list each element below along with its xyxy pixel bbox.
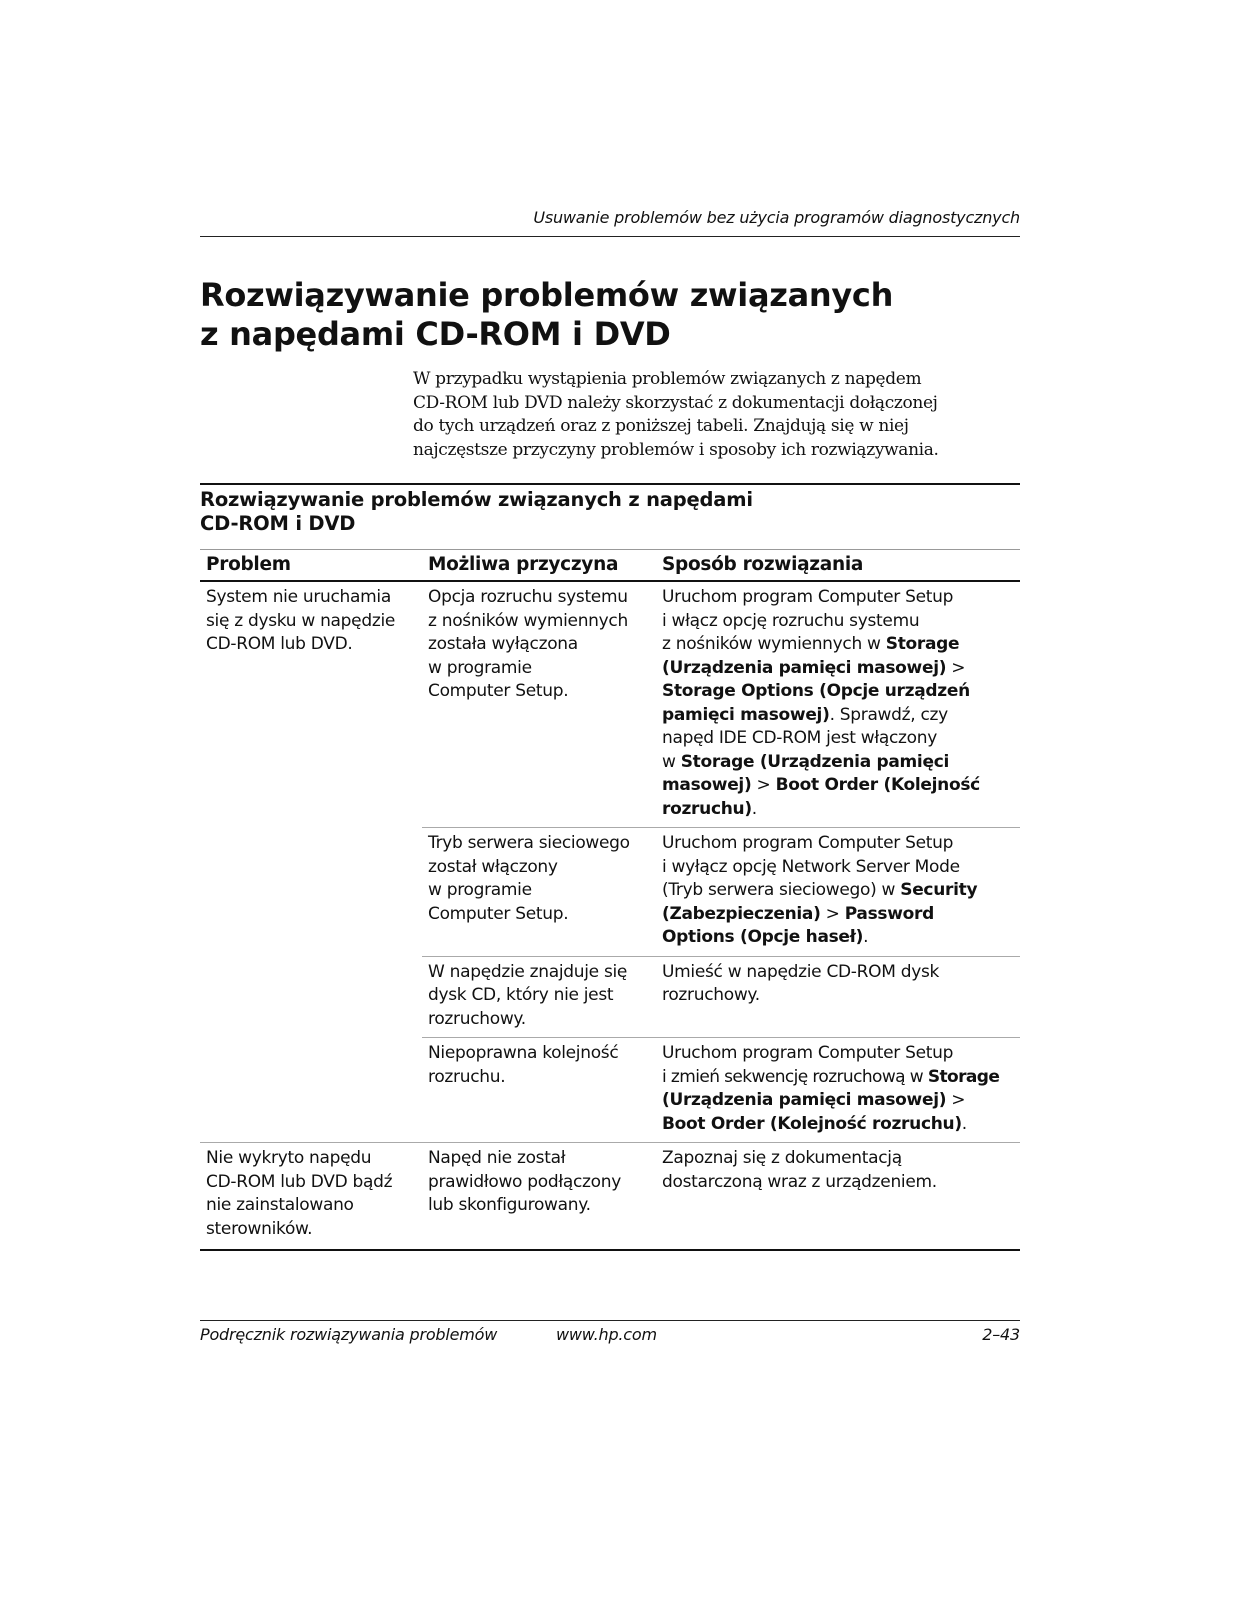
menu-path-text: Storage (Urządzenia pamięci <box>680 751 949 772</box>
table-top-rule <box>200 483 1020 485</box>
cell-line: lub skonfigurowany. <box>428 1195 591 1215</box>
intro-paragraph <box>413 368 1020 462</box>
column-header-solution: Sposób rozwiązania <box>656 550 1020 582</box>
text-run: > <box>946 1090 966 1110</box>
table-header-row <box>200 550 1020 582</box>
cell-line <box>662 704 1016 728</box>
text-run: . Sprawdź, czy <box>829 704 948 725</box>
text-run: w <box>662 751 681 772</box>
column-header-cause: Możliwa przyczyna <box>422 550 656 582</box>
cell-line: napęd IDE CD-ROM jest włączony <box>662 728 938 748</box>
column-header-problem: Problem <box>200 550 422 582</box>
running-header: Usuwanie problemów bez użycia programów diagnostycznych <box>533 208 1020 227</box>
cell-line: i wyłącz opcję Network Server Mode <box>662 856 960 877</box>
cell-line <box>662 798 1016 822</box>
table-caption <box>200 488 1020 536</box>
cell-line <box>662 1089 1016 1113</box>
cell-line: Niepoprawna kolejność <box>428 1043 619 1063</box>
header-rule <box>200 236 1020 237</box>
cell-line <box>662 1066 1016 1090</box>
menu-path-text: pamięci masowej) <box>662 704 830 725</box>
solution-cell <box>656 581 1020 828</box>
menu-path-text: Storage <box>927 1066 1000 1087</box>
intro-line: W przypadku wystąpienia problemów związanych z napędem <box>413 369 922 389</box>
text-run: . <box>961 1113 967 1134</box>
footer-url: www.hp.com <box>556 1325 657 1344</box>
menu-path-text: Boot Order (Kolejność rozruchu) <box>662 1113 962 1134</box>
cell-line <box>662 1113 1016 1137</box>
table-row <box>200 581 1020 828</box>
cell-line: dysk CD, który nie jest <box>428 985 614 1005</box>
cell-line: Napęd nie został <box>428 1148 566 1168</box>
menu-path-text: Storage <box>885 634 960 654</box>
menu-path-text: masowej) <box>662 775 752 795</box>
table-caption-line1: Rozwiązywanie problemów związanych z napędami <box>200 488 753 511</box>
cell-line: W napędzie znajduje się <box>428 961 628 982</box>
menu-path-text: Storage Options (Opcje urządzeń <box>662 681 970 701</box>
solution-cell <box>656 956 1020 1038</box>
cell-line: się z dysku w napędzie <box>206 610 396 631</box>
text-run: z nośników wymiennych w <box>662 634 886 654</box>
cell-line: System nie uruchamia <box>206 587 391 607</box>
cell-line <box>662 751 1016 775</box>
cell-line: Uruchom program Computer Setup <box>662 1043 954 1063</box>
cell-line <box>662 903 1016 927</box>
cell-line: z nośników wymiennych <box>428 610 628 631</box>
menu-path-text: Options (Opcje haseł) <box>662 927 864 947</box>
cell-line: dostarczoną wraz z urządzeniem. <box>662 1171 937 1192</box>
menu-path-text: (Zabezpieczenia) <box>662 903 821 924</box>
intro-line: do tych urządzeń oraz z poniższej tabeli. Znajdują się w niej <box>413 416 909 436</box>
page-title-line2: z napędami CD-ROM i DVD <box>200 315 671 353</box>
intro-line: CD-ROM lub DVD należy skorzystać z dokumentacji dołączonej <box>413 392 938 413</box>
cause-cell <box>422 956 656 1038</box>
solution-cell <box>656 1143 1020 1251</box>
cell-line: w programie <box>428 657 532 678</box>
cell-line: została wyłączona <box>428 634 578 654</box>
cell-line: rozruchu. <box>428 1066 506 1087</box>
cell-line: prawidłowo podłączony <box>428 1171 621 1192</box>
cell-line: rozruchowy. <box>662 985 760 1005</box>
footer-rule <box>200 1320 1020 1321</box>
text-run: i zmień sekwencję rozruchową w <box>662 1066 928 1087</box>
cell-line: nie zainstalowano <box>206 1195 354 1215</box>
cell-line: Nie wykryto napędu <box>206 1148 372 1168</box>
table-row <box>200 1143 1020 1251</box>
troubleshooting-table <box>200 549 1020 1251</box>
cell-line: CD-ROM lub DVD. <box>206 634 353 654</box>
text-run: > <box>751 775 776 795</box>
menu-path-text: Password <box>844 903 934 924</box>
cause-cell <box>422 1143 656 1251</box>
cause-cell <box>422 581 656 828</box>
cell-line: został włączony <box>428 856 558 877</box>
footer-manual-title: Podręcznik rozwiązywania problemów <box>200 1325 498 1344</box>
cell-line <box>662 926 1016 950</box>
cell-line: Opcja rozruchu systemu <box>428 587 628 607</box>
problem-cell <box>200 581 422 1143</box>
cell-line: i włącz opcję rozruchu systemu <box>662 610 920 631</box>
cell-line: sterowników. <box>206 1218 313 1239</box>
cause-cell <box>422 1038 656 1143</box>
cell-line <box>662 879 1016 903</box>
problem-cell <box>200 1143 422 1251</box>
cell-line: Zapoznaj się z dokumentacją <box>662 1148 902 1168</box>
cell-line <box>662 633 1016 657</box>
intro-line: najczęstsze przyczyny problemów i sposoby ich rozwiązywania. <box>413 439 939 460</box>
cell-line: w programie <box>428 880 532 900</box>
cell-line: Tryb serwera sieciowego <box>428 833 630 853</box>
text-run: (Tryb serwera sieciowego) w <box>662 880 901 900</box>
table-caption-line2: CD-ROM i DVD <box>200 512 356 535</box>
cell-line: CD-ROM lub DVD bądź <box>206 1171 393 1192</box>
page-title <box>200 276 1020 354</box>
text-run: . <box>863 927 869 947</box>
cell-line <box>662 657 1016 681</box>
cell-line: Uruchom program Computer Setup <box>662 587 954 607</box>
menu-path-text: Boot Order (Kolejność <box>775 775 980 795</box>
cell-line: Umieść w napędzie CD-ROM dysk <box>662 961 940 982</box>
menu-path-text: rozruchu) <box>662 798 752 819</box>
solution-cell <box>656 828 1020 957</box>
cell-line: rozruchowy. <box>428 1008 526 1029</box>
cell-line: Computer Setup. <box>428 681 569 701</box>
cell-line: Uruchom program Computer Setup <box>662 833 954 853</box>
menu-path-text: (Urządzenia pamięci masowej) <box>662 657 947 678</box>
text-run: . <box>751 798 757 819</box>
cell-line: Computer Setup. <box>428 903 569 924</box>
menu-path-text: (Urządzenia pamięci masowej) <box>662 1090 947 1110</box>
footer-page-number: 2–43 <box>982 1325 1020 1344</box>
menu-path-text: Security <box>900 880 978 900</box>
cell-line <box>662 774 1016 798</box>
cause-cell <box>422 828 656 957</box>
solution-cell <box>656 1038 1020 1143</box>
text-run: > <box>820 903 845 924</box>
page-title-line1: Rozwiązywanie problemów związanych <box>200 276 894 314</box>
text-run: > <box>946 657 966 678</box>
